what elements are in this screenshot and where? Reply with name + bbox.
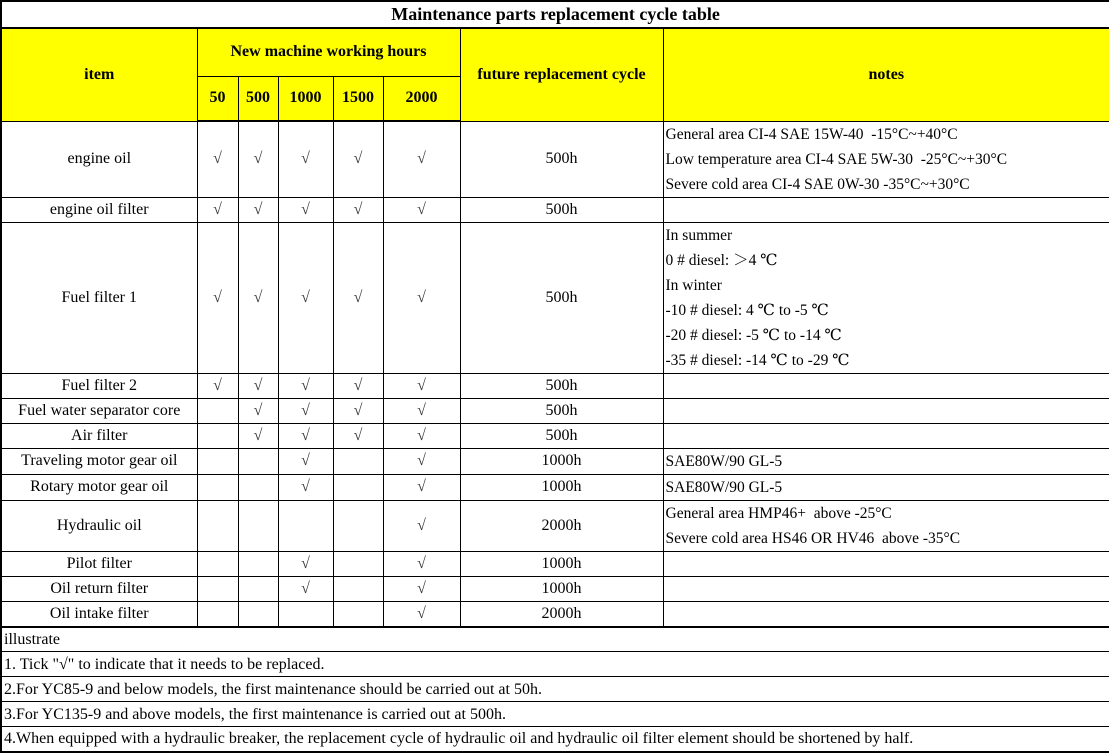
notes-cell bbox=[663, 222, 1109, 373]
tick-cell-checked: √ bbox=[238, 398, 278, 423]
tick-cell-empty bbox=[333, 576, 383, 601]
tick-cell-checked: √ bbox=[383, 601, 460, 627]
column-header-500h: 500 bbox=[238, 76, 278, 121]
table-row bbox=[1, 551, 1109, 576]
tick-cell-checked: √ bbox=[383, 500, 460, 551]
column-header-future-cycle: future replacement cycle bbox=[460, 28, 663, 121]
replacement-cycle-cell: 500h bbox=[460, 398, 663, 423]
tick-cell-checked: √ bbox=[333, 197, 383, 222]
tick-cell-checked: √ bbox=[383, 373, 460, 398]
table-row bbox=[1, 601, 1109, 627]
column-header-50h: 50 bbox=[197, 76, 238, 121]
tick-cell-checked: √ bbox=[278, 373, 333, 398]
replacement-cycle-cell: 2000h bbox=[460, 601, 663, 627]
tick-cell-checked: √ bbox=[383, 222, 460, 373]
tick-cell-checked: √ bbox=[383, 197, 460, 222]
item-cell: Fuel filter 1 bbox=[1, 222, 197, 373]
replacement-cycle-cell: 1000h bbox=[460, 474, 663, 500]
illustrate-label: illustrate bbox=[1, 627, 1109, 652]
tick-cell-checked: √ bbox=[278, 448, 333, 474]
tick-cell-empty bbox=[238, 500, 278, 551]
item-cell: Oil return filter bbox=[1, 576, 197, 601]
tick-cell-checked: √ bbox=[333, 121, 383, 197]
item-cell: Hydraulic oil bbox=[1, 500, 197, 551]
note-line: SAE80W/90 GL-5 bbox=[665, 452, 783, 470]
replacement-cycle-cell: 1000h bbox=[460, 576, 663, 601]
tick-cell-empty bbox=[197, 423, 238, 448]
table-row bbox=[1, 373, 1109, 398]
item-cell: Rotary motor gear oil bbox=[1, 474, 197, 500]
notes-cell bbox=[663, 601, 1109, 627]
tick-cell-checked: √ bbox=[238, 121, 278, 197]
item-cell: Oil intake filter bbox=[1, 601, 197, 627]
replacement-cycle-cell: 500h bbox=[460, 121, 663, 197]
tick-cell-checked: √ bbox=[238, 373, 278, 398]
tick-cell-empty bbox=[197, 474, 238, 500]
header-row-1 bbox=[1, 28, 1109, 76]
note-line: Low temperature area CI-4 SAE 5W-30 -25°C~+30°C bbox=[665, 150, 1008, 168]
tick-cell-checked: √ bbox=[238, 197, 278, 222]
column-header-item: item bbox=[1, 28, 197, 121]
tick-cell-checked: √ bbox=[278, 197, 333, 222]
tick-cell-checked: √ bbox=[383, 121, 460, 197]
column-header-1000h: 1000 bbox=[278, 76, 333, 121]
tick-cell-checked: √ bbox=[197, 222, 238, 373]
note-line: -10 # diesel: 4 ℃ to -5 ℃ bbox=[665, 301, 829, 319]
item-cell: Fuel water separator core bbox=[1, 398, 197, 423]
tick-cell-empty bbox=[278, 601, 333, 627]
tick-cell-empty bbox=[238, 576, 278, 601]
footnote-1-row bbox=[1, 652, 1109, 677]
table-row bbox=[1, 500, 1109, 551]
footnote-3-row bbox=[1, 702, 1109, 727]
column-group-working-hours: New machine working hours bbox=[197, 28, 460, 76]
tick-cell-empty bbox=[238, 601, 278, 627]
item-cell: Traveling motor gear oil bbox=[1, 448, 197, 474]
replacement-cycle-cell: 1000h bbox=[460, 551, 663, 576]
tick-cell-empty bbox=[238, 551, 278, 576]
table-row bbox=[1, 121, 1109, 197]
notes-cell bbox=[663, 448, 1109, 474]
replacement-cycle-cell: 2000h bbox=[460, 500, 663, 551]
notes-cell bbox=[663, 474, 1109, 500]
page-title: Maintenance parts replacement cycle table bbox=[1, 1, 1109, 28]
tick-cell-checked: √ bbox=[197, 121, 238, 197]
item-cell: engine oil filter bbox=[1, 197, 197, 222]
tick-cell-checked: √ bbox=[333, 373, 383, 398]
table-footer bbox=[1, 627, 1109, 752]
table-row bbox=[1, 197, 1109, 222]
tick-cell-checked: √ bbox=[278, 121, 333, 197]
note-line: In winter bbox=[665, 276, 722, 294]
column-header-1500h: 1500 bbox=[333, 76, 383, 121]
table-row bbox=[1, 423, 1109, 448]
tick-cell-checked: √ bbox=[383, 551, 460, 576]
tick-cell-empty bbox=[197, 601, 238, 627]
tick-cell-empty bbox=[197, 551, 238, 576]
tick-cell-checked: √ bbox=[333, 222, 383, 373]
notes-cell bbox=[663, 551, 1109, 576]
notes-cell bbox=[663, 197, 1109, 222]
note-line: Severe cold area CI-4 SAE 0W-30 -35°C~+30°C bbox=[665, 175, 970, 193]
tick-cell-checked: √ bbox=[383, 398, 460, 423]
note-line: -35 # diesel: -14 ℃ to -29 ℃ bbox=[665, 351, 850, 369]
item-cell: engine oil bbox=[1, 121, 197, 197]
tick-cell-empty bbox=[238, 474, 278, 500]
note-line: SAE80W/90 GL-5 bbox=[665, 478, 783, 496]
tick-cell-empty bbox=[333, 551, 383, 576]
note-line: -20 # diesel: -5 ℃ to -14 ℃ bbox=[665, 326, 842, 344]
footnote-1: 1. Tick "√" to indicate that it needs to be replaced. bbox=[1, 652, 1109, 677]
footnote-4: 4.When equipped with a hydraulic breaker, the replacement cycle of hydraulic oil and hydraulic oil filter element should be shortened by half. bbox=[1, 727, 1109, 752]
notes-cell bbox=[663, 500, 1109, 551]
illustrate-label-row bbox=[1, 627, 1109, 652]
note-line: Severe cold area HS46 OR HV46 above -35°C bbox=[665, 529, 961, 547]
tick-cell-empty bbox=[333, 601, 383, 627]
footnote-2: 2.For YC85-9 and below models, the first maintenance should be carried out at 50h. bbox=[1, 677, 1109, 702]
item-cell: Fuel filter 2 bbox=[1, 373, 197, 398]
title-row bbox=[1, 1, 1109, 28]
tick-cell-checked: √ bbox=[333, 423, 383, 448]
column-header-2000h: 2000 bbox=[383, 76, 460, 121]
note-line: 0 # diesel: ＞4 ℃ bbox=[665, 251, 778, 269]
tick-cell-checked: √ bbox=[383, 423, 460, 448]
notes-cell bbox=[663, 373, 1109, 398]
table-row bbox=[1, 474, 1109, 500]
table-row bbox=[1, 222, 1109, 373]
tick-cell-empty bbox=[278, 500, 333, 551]
tick-cell-empty bbox=[197, 398, 238, 423]
note-line: In summer bbox=[665, 226, 733, 244]
notes-cell bbox=[663, 398, 1109, 423]
note-line: General area HMP46+ above -25°C bbox=[665, 504, 892, 522]
table-body bbox=[1, 121, 1109, 627]
table-header bbox=[1, 1, 1109, 121]
tick-cell-checked: √ bbox=[278, 423, 333, 448]
tick-cell-checked: √ bbox=[383, 576, 460, 601]
replacement-cycle-cell: 500h bbox=[460, 222, 663, 373]
note-line: General area CI-4 SAE 15W-40 -15°C~+40°C bbox=[665, 125, 958, 143]
tick-cell-empty bbox=[197, 500, 238, 551]
tick-cell-checked: √ bbox=[238, 222, 278, 373]
tick-cell-checked: √ bbox=[197, 197, 238, 222]
table-row bbox=[1, 398, 1109, 423]
tick-cell-empty bbox=[333, 500, 383, 551]
tick-cell-checked: √ bbox=[333, 398, 383, 423]
replacement-cycle-cell: 500h bbox=[460, 197, 663, 222]
footnote-4-row bbox=[1, 727, 1109, 752]
tick-cell-checked: √ bbox=[278, 576, 333, 601]
notes-cell bbox=[663, 121, 1109, 197]
tick-cell-checked: √ bbox=[197, 373, 238, 398]
table-row bbox=[1, 576, 1109, 601]
column-header-notes: notes bbox=[663, 28, 1109, 121]
item-cell: Pilot filter bbox=[1, 551, 197, 576]
tick-cell-checked: √ bbox=[278, 474, 333, 500]
item-cell: Air filter bbox=[1, 423, 197, 448]
tick-cell-checked: √ bbox=[238, 423, 278, 448]
replacement-cycle-cell: 500h bbox=[460, 373, 663, 398]
tick-cell-empty bbox=[333, 448, 383, 474]
tick-cell-empty bbox=[333, 474, 383, 500]
tick-cell-empty bbox=[197, 448, 238, 474]
tick-cell-checked: √ bbox=[383, 448, 460, 474]
notes-cell bbox=[663, 423, 1109, 448]
table-row bbox=[1, 448, 1109, 474]
tick-cell-checked: √ bbox=[383, 474, 460, 500]
replacement-cycle-cell: 500h bbox=[460, 423, 663, 448]
tick-cell-empty bbox=[238, 448, 278, 474]
replacement-cycle-cell: 1000h bbox=[460, 448, 663, 474]
footnote-2-row bbox=[1, 677, 1109, 702]
tick-cell-checked: √ bbox=[278, 551, 333, 576]
notes-cell bbox=[663, 576, 1109, 601]
tick-cell-checked: √ bbox=[278, 222, 333, 373]
tick-cell-empty bbox=[197, 576, 238, 601]
footnote-3: 3.For YC135-9 and above models, the first maintenance is carried out at 500h. bbox=[1, 702, 1109, 727]
tick-cell-checked: √ bbox=[278, 398, 333, 423]
